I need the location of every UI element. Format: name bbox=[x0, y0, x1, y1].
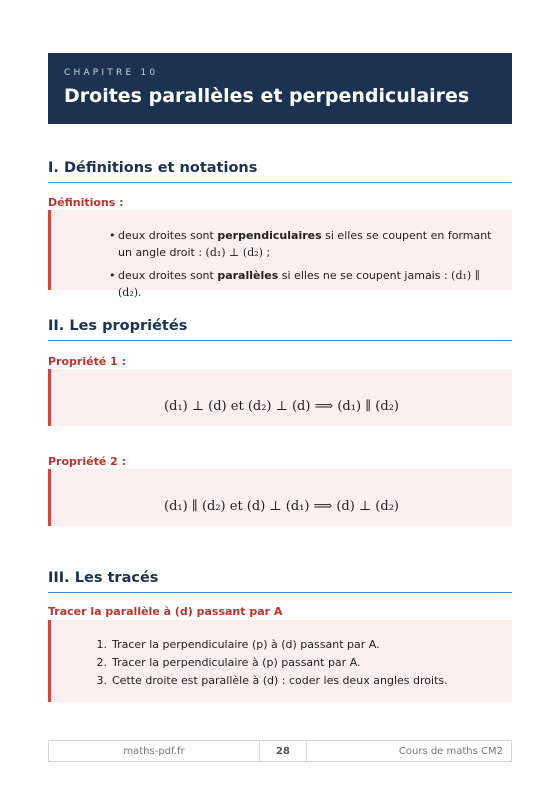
section-heading-tracing: III. Les tracés bbox=[48, 570, 512, 593]
def-math: (d₁) ⊥ (d₂) bbox=[205, 246, 263, 259]
def-text: ; bbox=[262, 246, 271, 259]
def-term: perpendiculaires bbox=[217, 229, 322, 242]
list-item bbox=[91, 654, 448, 672]
section-heading-definitions: I. Définitions et notations bbox=[48, 160, 512, 183]
property-2-label: Propriété 2 : bbox=[48, 455, 127, 468]
def-text: deux droites sont bbox=[118, 229, 218, 242]
property-1-box bbox=[48, 369, 512, 426]
page-title: Droites parallèles et perpendiculaires bbox=[64, 85, 470, 107]
list-item bbox=[91, 636, 448, 654]
property-1-label: Propriété 1 : bbox=[48, 355, 127, 368]
tracing-steps bbox=[91, 636, 448, 690]
tracing-box bbox=[48, 620, 512, 702]
step-text: Cette droite est parallèle à (d) : coder les deux angles droits. bbox=[112, 674, 448, 687]
step-text: Tracer la perpendiculaire (p) à (d) passant par A. bbox=[112, 638, 380, 651]
definitions-label: Définitions : bbox=[48, 196, 124, 209]
chapter-banner bbox=[48, 53, 512, 124]
def-text: . bbox=[138, 286, 142, 299]
page-footer bbox=[48, 740, 512, 762]
property-1-formula: (d₁) ⊥ (d) et (d₂) ⊥ (d) ⟹ (d₁) ∥ (d₂) bbox=[164, 399, 399, 414]
section-heading-properties: II. Les propriétés bbox=[48, 318, 512, 341]
list-item bbox=[91, 672, 448, 690]
def-term: parallèles bbox=[217, 269, 279, 282]
def-text: si elles se coupent en formant un angle droit : bbox=[118, 229, 492, 259]
tracing-label: Tracer la parallèle à (d) passant par A bbox=[48, 605, 283, 618]
definition-parallel bbox=[109, 267, 499, 301]
footer-course: Cours de maths CM2 bbox=[398, 745, 503, 757]
definitions-box bbox=[48, 210, 512, 299]
footer-site: maths-pdf.fr bbox=[123, 745, 185, 757]
step-text: Tracer la perpendiculaire à (p) passant par A. bbox=[112, 656, 361, 669]
footer-page-number: 28 bbox=[259, 741, 307, 761]
def-math: (d₁) ∥ (d₂) bbox=[118, 269, 480, 299]
def-text: deux droites sont bbox=[118, 269, 218, 282]
chapter-label: CHAPITRE 10 bbox=[64, 68, 159, 78]
step-number: 1. bbox=[96, 638, 107, 651]
definitions-list bbox=[109, 227, 499, 307]
step-number: 2. bbox=[96, 656, 107, 669]
step-number: 3. bbox=[96, 674, 107, 687]
property-2-box bbox=[48, 469, 512, 526]
definition-perpendicular bbox=[109, 227, 499, 261]
def-text: si elles ne se coupent jamais : bbox=[278, 269, 452, 282]
property-2-formula: (d₁) ∥ (d₂) et (d) ⊥ (d₁) ⟹ (d) ⊥ (d₂) bbox=[164, 499, 399, 514]
